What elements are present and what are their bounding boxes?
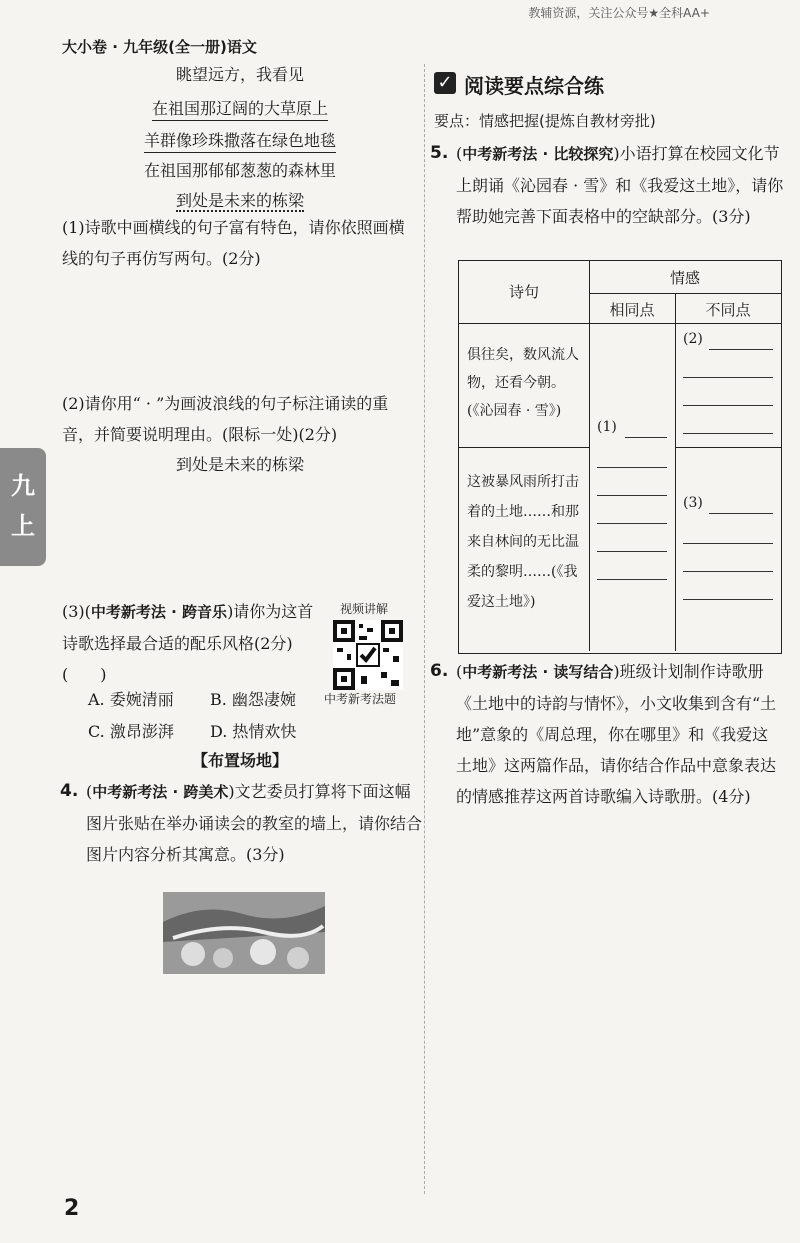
- option-b: B. 幽怨凄婉: [210, 690, 296, 709]
- question-1-2: (2)请你用“ · ”为画波浪线的句子标注诵读的重音，并简要说明理由。(限标一处)(2分): [62, 394, 389, 444]
- q3-tag: 中考新考法 · 跨音乐: [90, 603, 228, 621]
- top-banner: [0, 0, 800, 24]
- table-header-emotion: 情感: [669, 269, 700, 287]
- q4-tag: 中考新考法 · 跨美术: [92, 783, 229, 801]
- page-number: 2: [64, 1196, 80, 1221]
- q3-text: )请你为这首诗歌选择最合适的配乐风格(2分) ( ): [62, 602, 314, 684]
- image-illustration: [163, 892, 325, 974]
- q5-text: )小语打算在校园文化节上朗诵《沁园春 · 雪》和《我爱这土地》，请你帮助她完善下面表格中的空缺部分。(3分): [456, 144, 784, 226]
- option-a: A. 委婉清丽: [88, 690, 174, 709]
- q5-tag: 中考新考法 · 比较探究: [462, 145, 614, 163]
- page-header: 大小卷 · 九年级(全一册)语文: [62, 38, 257, 56]
- checkbox-icon: ✓: [434, 72, 456, 94]
- q6-tag: 中考新考法 · 读写结合: [462, 663, 614, 681]
- table-row1-poem: 俱往矣，数风流人物，还看今朝。(《沁园春 · 雪》): [467, 347, 579, 419]
- side-tab-char-2: 上: [11, 512, 35, 540]
- question-4: [60, 776, 422, 870]
- q4-prefix: (: [86, 782, 93, 801]
- q6-text: )班级计划制作诗歌册《土地中的诗韵与情怀》，小文收集到含有“土地”意象的《周总理，你在哪里》和《我爱这土地》这两篇作品，请你结合作品中意象表达的情感推荐这两首诗歌编入诗歌册。(4分): [456, 662, 777, 806]
- great-wall-flowers-image: [163, 892, 325, 974]
- grade-side-tab: [0, 448, 46, 566]
- banner-text: 教辅资源，关注公众号★全科AA+: [528, 6, 710, 20]
- q5-number: 5.: [430, 143, 449, 163]
- poem-line-3: [60, 128, 420, 151]
- poem-line-2: [60, 96, 420, 119]
- blank-3-label: (3): [683, 495, 703, 511]
- poem-line-3-text: 羊群像珍珠撒落在绿色地毯: [144, 131, 336, 153]
- section-venue-title: 【布置场地】: [191, 751, 288, 770]
- column-divider: [424, 64, 425, 1194]
- q6-prefix: (: [456, 662, 463, 681]
- poem-line-5-text: 到处是未来的栋梁: [175, 191, 304, 210]
- qr-top-label: 视频讲解: [340, 602, 389, 616]
- table-header-poem: 诗句: [508, 283, 539, 301]
- reading-section-title: 阅读要点综合练: [464, 74, 604, 98]
- qr-bottom-label: 中考新考法题: [324, 692, 397, 706]
- table-header-diff: 不同点: [705, 301, 751, 319]
- reading-focus: 要点：情感把握(提炼自教材旁批): [434, 112, 656, 130]
- table-header-same: 相同点: [609, 301, 655, 319]
- question-5: [430, 138, 784, 232]
- question-1-1: (1)诗歌中画横线的句子富有特色，请你依照画横线的句子再仿写两句。(2分): [62, 218, 405, 268]
- qr-code-graphic: [333, 620, 403, 690]
- q4-text: )文艺委员打算将下面这幅图片张贴在举办诵读会的教室的墙上，请你结合图片内容分析其寓意。(3分): [86, 782, 423, 864]
- qr-code[interactable]: [333, 620, 403, 690]
- question-1-3: [62, 596, 324, 690]
- blank-2-label: (2): [683, 331, 703, 347]
- emotion-table: [458, 260, 782, 654]
- question-1-2-line: 到处是未来的栋梁: [175, 455, 304, 474]
- poem-line-4: 在祖国那郁郁葱葱的森林里: [143, 161, 336, 180]
- poem-line-2-text: 在祖国那辽阔的大草原上: [152, 99, 328, 121]
- q4-number: 4.: [60, 781, 79, 801]
- side-tab-char-1: 九: [11, 472, 35, 500]
- option-c: C. 激昂澎湃: [88, 722, 174, 741]
- poem-line-5: [60, 188, 420, 211]
- blank-1-label: (1): [597, 419, 617, 435]
- q5-prefix: (: [456, 144, 463, 163]
- option-d: D. 热情欢快: [210, 722, 297, 741]
- q3-prefix: (3)(: [62, 602, 91, 621]
- table-row2-poem: 这被暴风雨所打击着的土地……和那来自林间的无比温柔的黎明……(《我爱这土地》): [467, 474, 579, 610]
- poem-line-1: 眺望远方，我看见: [175, 65, 304, 84]
- q6-number: 6.: [430, 661, 449, 681]
- question-6: [430, 656, 784, 812]
